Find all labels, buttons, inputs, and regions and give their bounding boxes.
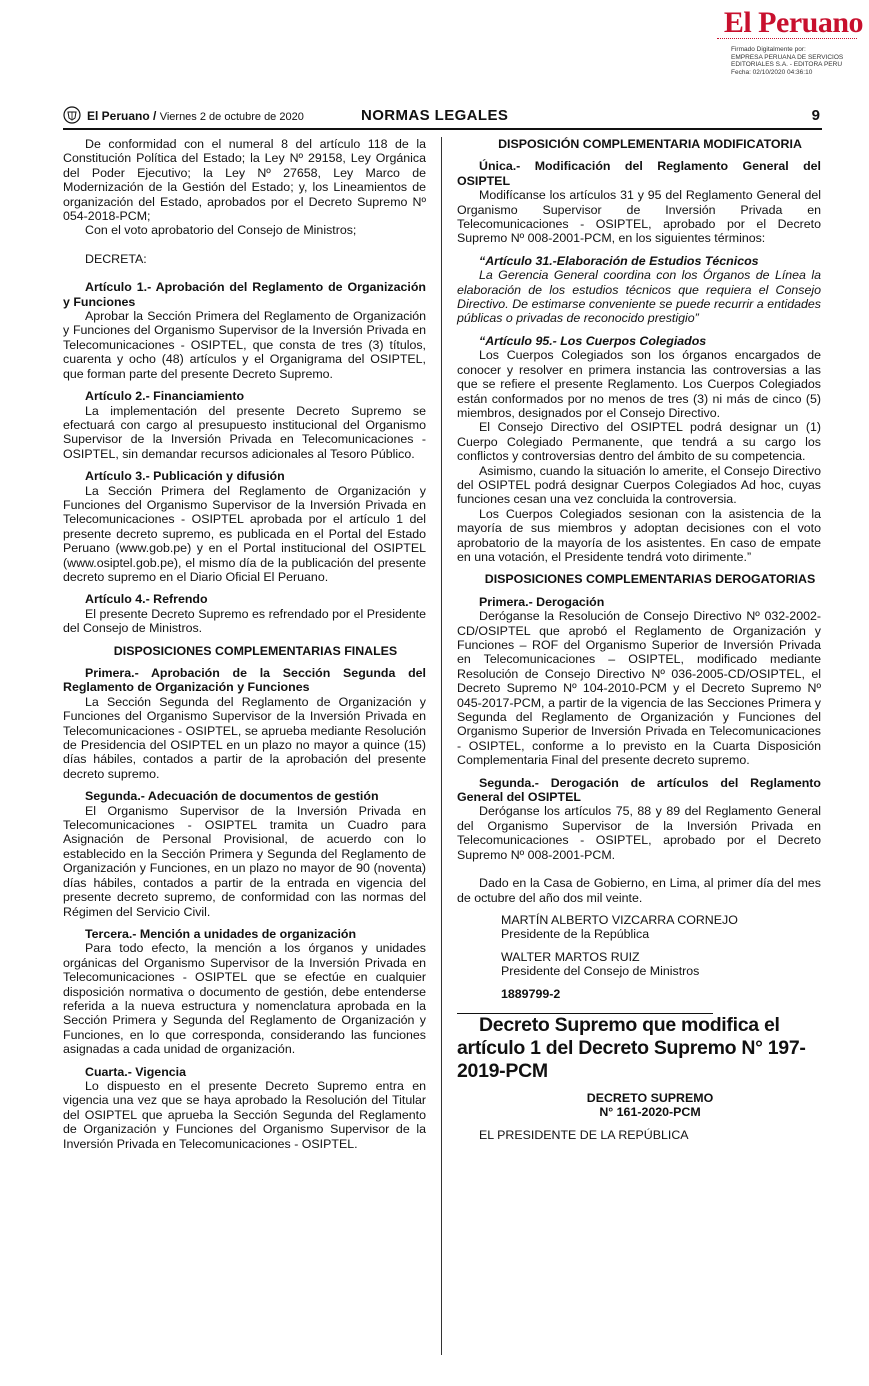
paragraph: Los Cuerpos Colegiados son los órganos encargados de conocer y resolver en primera instancia las controversias a las que se refiere el presente Reglamento. Los Cuerpos Colegiados están conformados por no menos de tres (3) ni más de cinco (5) miembros, designados por el Consejo Directivo. [457,348,821,420]
issue-date: Viernes 2 de octubre de 2020 [159,111,304,123]
coat-of-arms-icon [63,106,81,124]
digital-signature [731,46,863,76]
paragraph: Aprobar la Sección Primera del Reglamento de Organización y Funciones del Organismo Supervisor de la Inversión Privada en Telecomunicaciones - OSIPTEL, que consta de tres (3) títulos, cuarenta y ocho (48) artículos y el Organigrama del OSIPTEL, que forman parte del presente Decreto Supremo. [63,309,426,381]
article-heading: Artículo 3.- Publicación y difusión [85,469,285,484]
signature-line: Fecha: 02/10/2020 04:36:10 [731,68,813,76]
paragraph: Lo dispuesto en el presente Decreto Supremo entra en vigencia una vez que se haya aprobado la Resolución del Titular del OSIPTEL que aprueba la Sección Segunda del Reglamento de Organización y Funciones del Organismo Supervisor de la Inversión Privada en Telecomunicaciones - OSIPTEL. [63,1078,426,1151]
el-peruano-logo: El Peruano [723,6,863,39]
provision-heading: Segunda.- Derogación de artículos del Reglamento General del OSIPTEL [457,775,821,805]
decreta-heading: DECRETA: [85,251,147,266]
paragraph: La implementación del presente Decreto Supremo se efectuará con cargo al presupuesto institucional del Organismo Supervisor de la Inversión Privada en Telecomunicaciones - OSIPTEL, sin demandar recursos adicionales al Tesoro Público. [63,403,426,461]
paper-name: El Peruano / [87,109,157,123]
paragraph: Deróganse la Resolución de Consejo Directivo Nº 032-2002-CD/OSIPTEL que aprobó el Reglamento de Organización y Funciones – ROF del Organismo Superior de Inversión Privada en Telecomunicaciones – OSIPTEL, modificado mediante Resolución de Consejo Directivo Nº 036-2005-CD/OSIPTEL, el Decreto Supremo Nº 104-2010-PCM y el Decreto Supremo Nº 045-2017-PCM, a partir de la vigencia de las Secciones Primera y Segunda del Reglamento de Organización y Funciones del Organismo Superior de Inversión Privada en Telecomunicaciones - OSIPTEL, conforme a lo previsto en la Cuarta Disposición Complementaria Final del presente decreto supremo. [457,609,821,768]
provision-heading: Primera.- Aprobación de la Sección Segunda del Reglamento de Organización y Funciones [63,666,426,695]
right-column [457,137,821,1142]
section-heading: DISPOSICIONES COMPLEMENTARIAS DEROGATORIAS [484,572,816,587]
article-heading: Artículo 1.- Aprobación del Reglamento de Organización y Funciones [63,280,426,309]
signature-line: EDITORIALES S.A. - EDITORA PERU [731,61,843,68]
president-heading: EL PRESIDENTE DE LA REPÚBLICA [479,1127,689,1142]
closing-paragraph: Dado en la Casa de Gobierno, en Lima, al primer día del mes de octubre del año dos mil veinte. [457,876,821,905]
provision-heading: Tercera.- Mención a unidades de organización [85,926,357,941]
provision-heading: Segunda.- Adecuación de documentos de gestión [85,789,379,804]
logo-tagline-rule [717,38,857,41]
decree-number: N° 161-2020-PCM [599,1105,701,1120]
decree-label: DECRETO SUPREMO [586,1090,714,1105]
signature-line: Firmado Digitalmente por: [731,46,806,53]
article-heading: Artículo 2.- Financiamiento [85,389,245,404]
signatory-role: Presidente de la República [501,927,650,942]
signature-line: EMPRESA PERUANA DE SERVICIOS [731,53,844,61]
paragraph: Deróganse los artículos 75, 88 y 89 del Reglamento General del Organismo Supervisor de la Inversión Privada en Telecomunicaciones - OSIPTEL, aprobado por el Decreto Supremo Nº 008-2001-PCM. [457,804,821,862]
signatory-role: Presidente del Consejo de Ministros [501,964,700,979]
signatory-name: MARTÍN ALBERTO VIZCARRA CORNEJO [501,912,738,927]
signatory-name: WALTER MARTOS RUIZ [501,949,640,964]
provision-heading: Primera.- Derogación [479,594,605,609]
section-title: NORMAS LEGALES [361,107,509,124]
decree-title: Decreto Supremo que modifica el artículo 1 del Decreto Supremo N° 197-2019-PCM [457,1013,806,1082]
paragraph: Los Cuerpos Colegiados sesionan con la asistencia de la mayoría de sus miembros y adoptan decisiones con el voto aprobatorio de la mayoría de los asistentes. En caso de empate en una votación, el Presidente tendrá voto dirimente.” [457,506,821,564]
column-divider [441,137,442,1355]
left-column [63,137,426,1151]
provision-heading: Cuarta.- Vigencia [85,1064,186,1079]
quoted-article-heading: “Artículo 31.-Elaboración de Estudios Técnicos [479,253,759,268]
paragraph: El Organismo Supervisor de la Inversión Privada en Telecomunicaciones - OSIPTEL tramita un Cuadro para Asignación de Personal Provisional, de acuerdo con lo establecido en la Sección Primera y Segunda del Reglamento de Organización y Funciones, en un plazo no mayor de 90 (noventa) días hábiles, contados a partir de la entrada en vigencia del presente decreto supremo, de conformidad con las normas del Régimen del Servicio Civil. [63,803,426,919]
section-heading: DISPOSICIÓN COMPLEMENTARIA MODIFICATORIA [498,137,802,151]
page-header [63,106,822,130]
page-number: 9 [811,107,820,124]
paragraph: Con el voto aprobatorio del Consejo de Ministros; [85,223,357,238]
paragraph: Asimismo, cuando la situación lo amerite, el Consejo Directivo del OSIPTEL podrá designar Cuerpos Colegiados Ad hoc, cuyas funciones cesan una vez concluida la controversia. [457,463,821,507]
provision-heading: Única.- Modificación del Reglamento General del OSIPTEL [457,159,821,188]
paragraph: La Sección Segunda del Reglamento de Organización y Funciones del Organismo Supervisor de la Inversión Privada en Telecomunicaciones - OSIPTEL, se aprueba mediante Resolución de Presidencia del OSIPTEL en un plazo no mayor a quince (15) días hábiles, contados a partir de la aprobación del presente decreto supremo. [63,694,426,781]
paragraph: El Consejo Directivo del OSIPTEL podrá designar un (1) Cuerpo Colegiado Permanente, que tendrá a su cargo los conflictos y controversias dentro del ámbito de su competencia. [457,420,821,464]
section-heading: DISPOSICIONES COMPLEMENTARIAS FINALES [113,643,398,658]
publication-code: 1889799-2 [501,986,561,1001]
quoted-article-heading: “Artículo 95.- Los Cuerpos Colegiados [479,333,707,348]
paragraph: Modifícanse los artículos 31 y 95 del Reglamento General del Organismo Supervisor de Inversión Privada en Telecomunicaciones - OSIPTEL, aprobado por el Decreto Supremo Nº 008-2001-PCM, en los siguientes términos: [457,188,821,246]
paragraph: Para todo efecto, la mención a los órganos y unidades orgánicas del Organismo Supervisor de la Inversión Privada en Telecomunicaciones - OSIPTEL que se efectúe en cualquier disposición normativa o documento de gestión, debe entenderse referida a la nueva estructura y nomenclatura aprobada en la Sección Primera y Segunda del Reglamento de Organización y Funciones, en lo que corresponda, considerando las funciones asignadas a cada unidad de organización. [63,941,426,1057]
paragraph: La Sección Primera del Reglamento de Organización y Funciones del Organismo Supervisor de la Inversión Privada en Telecomunicaciones - OSIPTEL aprobada por el artículo 1 del presente decreto supremo, es publicada en el Portal del Estado Peruano (www.gob.pe) y en el Portal institucional del OSIPTEL (www.osiptel.gob.pe), el mismo día de la publicación del presente decreto supremo en el Diario Oficial El Peruano. [63,483,426,584]
paragraph: De conformidad con el numeral 8 del artículo 118 de la Constitución Política del Estado; la Ley Nº 29158, Ley Orgánica del Poder Ejecutivo; la Ley Nº 27658, Ley Marco de Modernización de la Gestión del Estado; y, los Lineamientos de organización del Estado, aprobados por el Decreto Supremo Nº 054-2018-PCM; [63,137,426,224]
paragraph: El presente Decreto Supremo es refrendado por el Presidente del Consejo de Ministros. [63,606,426,636]
article-heading: Artículo 4.- Refrendo [85,592,208,607]
quoted-paragraph: La Gerencia General coordina con los Órganos de Línea la elaboración de los estudios técnicos que requiera el Consejo Directivo. De estimarse conveniente se puede recurrir a entidades públicas o privadas de reconocido prestigio” [457,268,821,326]
header-paper-name [87,109,304,123]
